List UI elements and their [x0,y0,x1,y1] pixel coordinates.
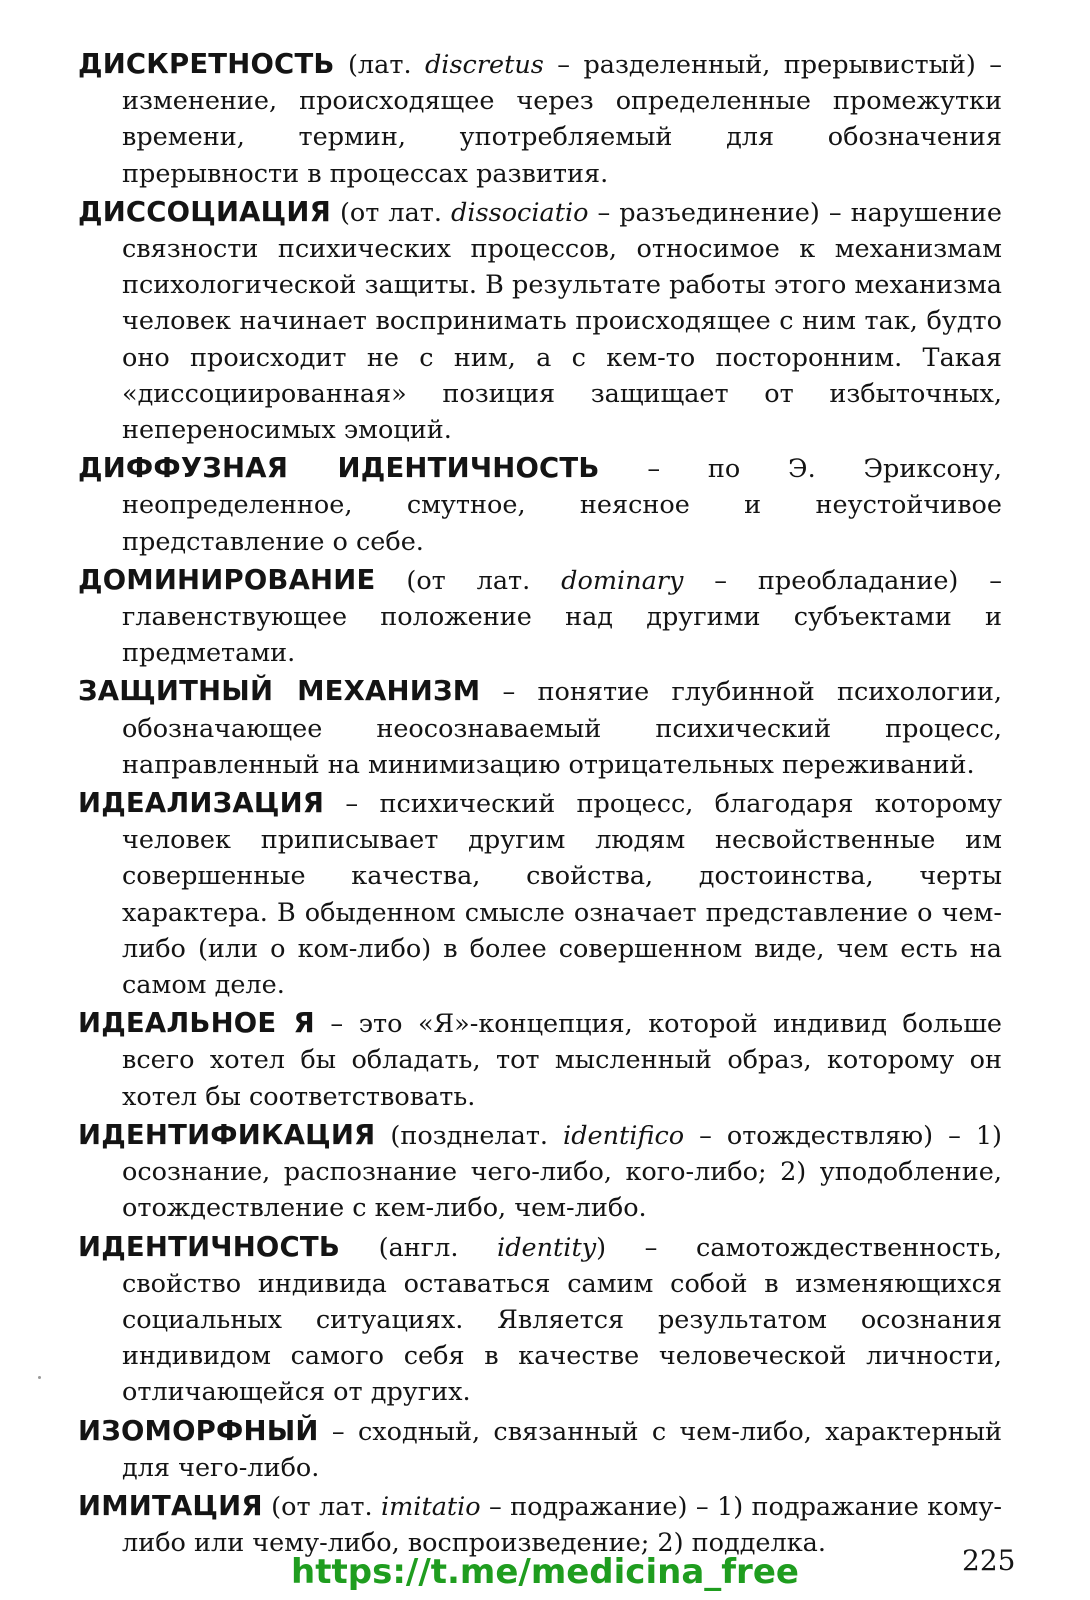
entry-term: ИДЕАЛЬНОЕ Я [78,1007,315,1040]
entry-latin: imitatio [380,1491,481,1522]
entry-zashchitnyy-mekhanizm [78,673,1002,783]
entry-term: ДИСКРЕТНОСТЬ [78,48,335,80]
entry-identichnost [78,1229,1002,1411]
entry-term: ДИССОЦИАЦИЯ [78,195,331,228]
footer-telegram-link[interactable]: https://t.me/medicina_free [291,1552,799,1592]
entry-text: – разделенный, прерывистый) – изменение, происходящее через определенные промежутки времени, термин, употребляемый для обозначения прерывности в процессах развития. [122,50,1002,189]
entry-term: ЗАЩИТНЫЙ МЕХАНИЗМ [78,675,481,708]
entry-diffuznaya-identichnost [78,450,1002,560]
entry-text: – понятие глубинной психологии, обозначающее неосознаваемый психический процесс, направленный на минимизацию отрицательных переживаний. [122,677,1002,780]
entry-text: – разъединение) – нарушение связности психических процессов, относимое к механизмам психологической защиты. В результате работы этого механизма человек начинает воспринимать происходящее с ним так, будто оно происходит не с ним, а с кем-то посторонним. Такая «диссоциированная» позиция защищает от избыточных, непереносимых эмоций. [122,197,1002,446]
entry-term: ИДЕНТИЧНОСТЬ [78,1230,340,1263]
entry-prefix: (от лат. [262,1491,381,1522]
entry-prefix: (от лат. [375,565,562,596]
glossary-entries [78,46,1002,1563]
entry-idealizaciya [78,785,1002,1003]
entry-text: – преобладание) – главенствующее положение над другими субъектами и предметами. [122,565,1002,669]
entry-text: – отождествляю) – 1) осознание, распознание чего-либо, кого-либо; 2) уподобление, отождествление с кем-либо, чем-либо. [122,1120,1002,1224]
entry-diskretnost [78,46,1002,192]
entry-term: ДОМИНИРОВАНИЕ [78,563,376,596]
entry-text: – это «Я»-концепция, которой индивид больше всего хотел бы обладать, тот мысленный образ, которому он хотел бы соответствовать. [122,1009,1002,1112]
entry-idealnoe-ya [78,1005,1002,1115]
entry-latin: dominary [561,565,684,596]
entry-text: – психический процесс, благодаря которому человек приписывает другим людям несвойственные им совершенные качества, свойства, достоинства, черты характера. В обыденном смысле означает представление о чем-либо (или о ком-либо) в более совершенном виде, чем есть на самом деле. [122,789,1002,1001]
entry-dissociaciya [78,194,1002,448]
entry-imitaciya [78,1488,1002,1561]
entry-latin: discretus [424,50,544,80]
entry-text: – подражание) – 1) подражание кому-либо или чему-либо, воспроизведение; 2) подделка. [122,1491,1003,1559]
entry-term: ИМИТАЦИЯ [78,1489,263,1522]
entry-term: ИЗОМОРФНЫЙ [78,1414,319,1447]
entry-latin: identifico [563,1120,685,1151]
entry-latin: dissociatio [451,197,589,228]
entry-term: ИДЕАЛИЗАЦИЯ [78,787,325,820]
entry-prefix: (позднелат. [375,1120,564,1151]
entry-prefix: (англ. [340,1232,498,1263]
entry-text: – сходный, связанный с чем-либо, характерный для чего-либо. [122,1416,1002,1483]
entry-latin: identity [497,1232,597,1263]
entry-term: ДИФФУЗНАЯ ИДЕНТИЧНОСТЬ [78,452,600,485]
entry-identifikaciya [78,1117,1002,1227]
entry-izomorfnyy [78,1413,1002,1486]
entry-prefix: (лат. [334,50,425,80]
entry-term: ИДЕНТИФИКАЦИЯ [78,1118,376,1151]
entry-text: – по Э. Эриксону, неопределенное, смутное, неясное и неустойчивое представление о себе. [122,454,1002,557]
entry-prefix: (от лат. [330,197,452,228]
page-number: 225 [962,1544,1016,1577]
entry-dominirovanie [78,562,1002,672]
entry-text: ) – самотождественность, свойство индивида оставаться самим собой в изменяющихся социальных ситуациях. Является результатом осознания индивидом самого себя в качестве человеческой личности, отличающейся от других. [122,1232,1002,1408]
scan-speck [38,1376,41,1379]
